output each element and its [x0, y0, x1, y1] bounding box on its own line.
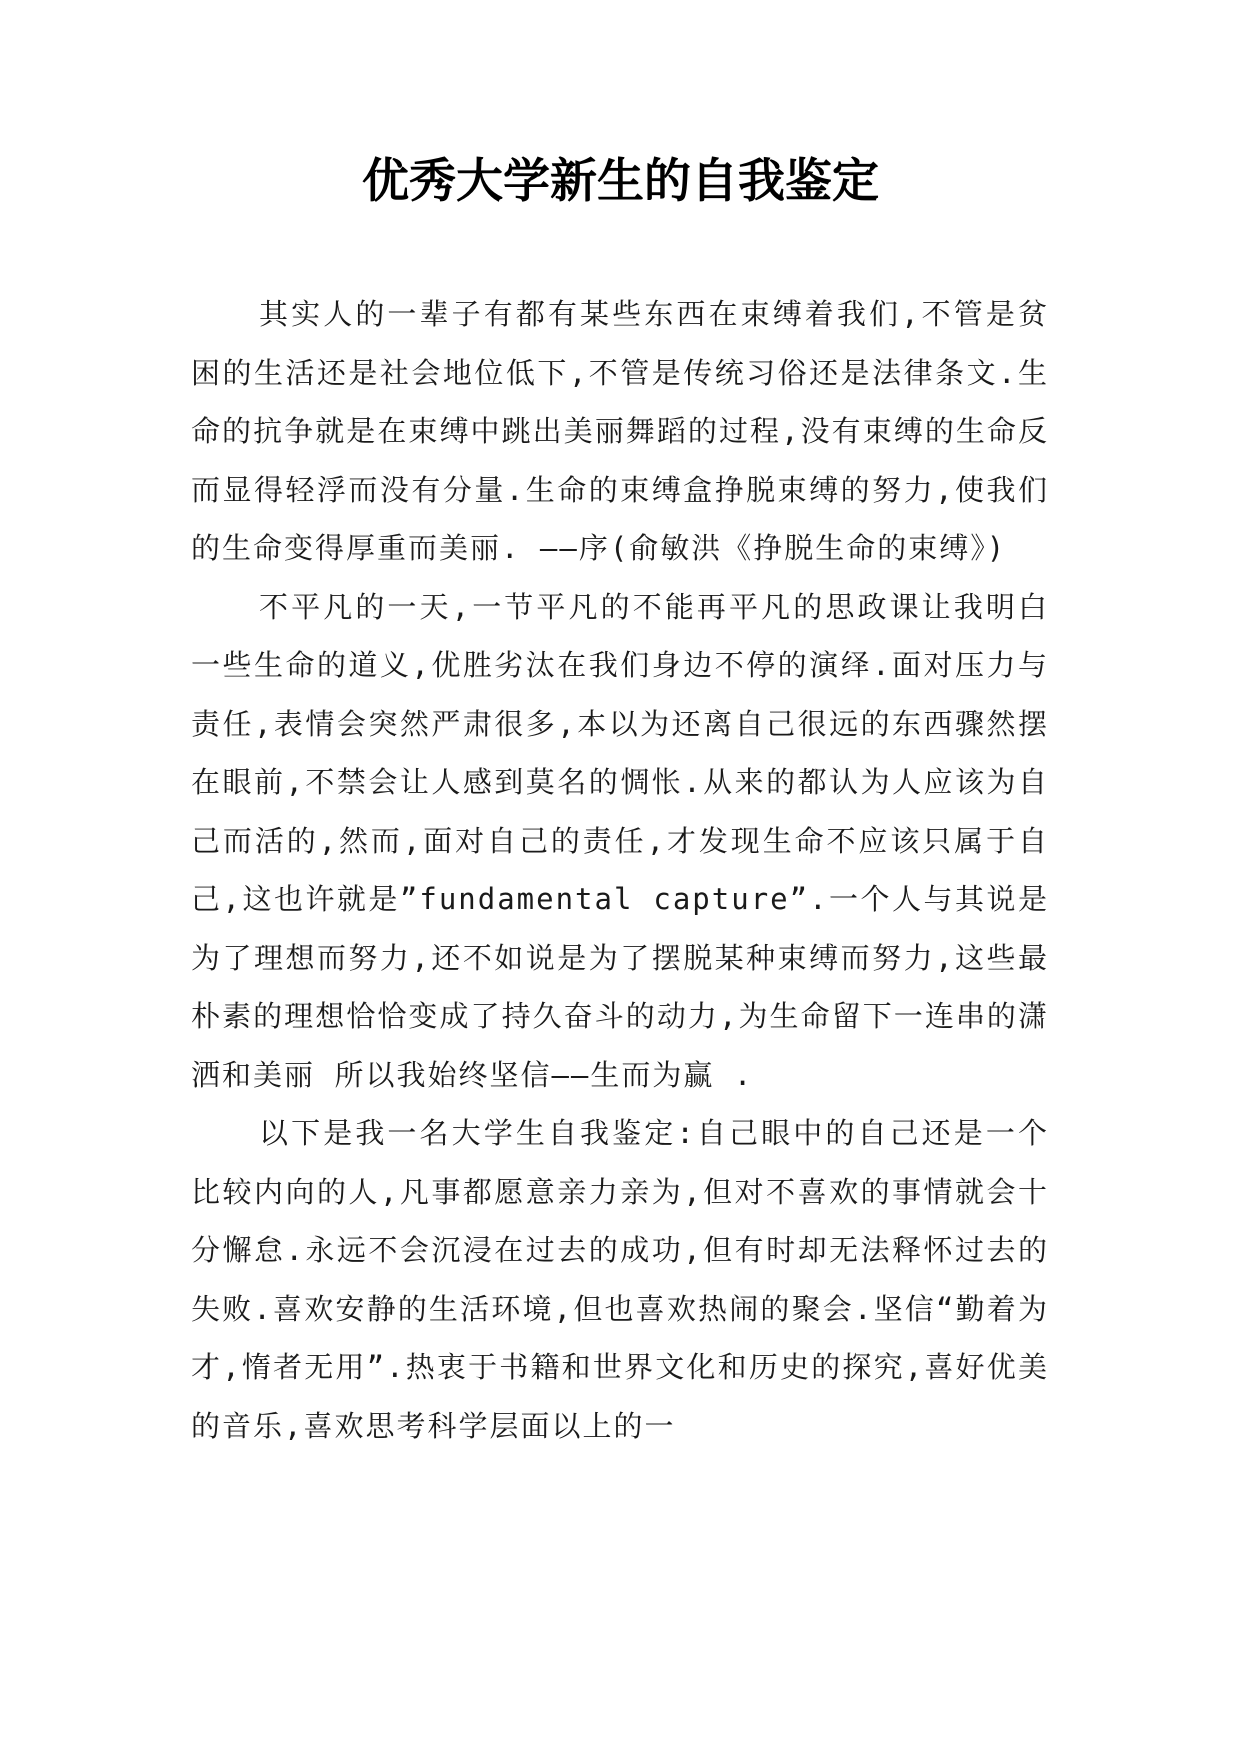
- paragraph-ordinary-day: 不平凡的一天,一节平凡的不能再平凡的思政课让我明白一些生命的道义,优胜劣汰在我们身边不停的演绎.面对压力与责任,表情会突然严肃很多,本以为还离自己很远的东西骤然摆在眼前,不禁会让人感到莫名的惆怅.从来的都认为人应该为自己而活的,然而,面对自己的责任,才发现生命不应该只属于自己,这也许就是”fundamental capture”.一个人与其说是为了理想而努力,还不如说是为了摆脱某种束缚而努力,这些最朴素的理想恰恰变成了持久奋斗的动力,为生命留下一连串的潇洒和美丽 所以我始终坚信——生而为赢 .: [191, 589, 1049, 1092]
- paragraph-self-appraisal: 以下是我一名大学生自我鉴定:自己眼中的自己还是一个比较内向的人,凡事都愿意亲力亲为,但对不喜欢的事情就会十分懈怠.永远不会沉浸在过去的成功,但有时却无法释怀过去的失败.喜欢安静的生活环境,但也喜欢热闹的聚会.坚信“勤着为才,惰者无用”.热衷于书籍和世界文化和历史的探究,喜好优美的音乐,喜欢思考科学层面以上的一: [191, 1116, 1049, 1443]
- paragraph-preface: 其实人的一辈子有都有某些东西在束缚着我们,不管是贫困的生活还是社会地位低下,不管是传统习俗还是法律条文.生命的抗争就是在束缚中跳出美丽舞蹈的过程,没有束缚的生命反而显得轻浮而没有分量.生命的束缚盒挣脱束缚的努力,使我们的生命变得厚重而美丽. ——序(俞敏洪《挣脱生命的束缚》): [191, 297, 1049, 565]
- document-body: [191, 285, 1049, 1455]
- document-title: 优秀大学新生的自我鉴定: [362, 154, 879, 209]
